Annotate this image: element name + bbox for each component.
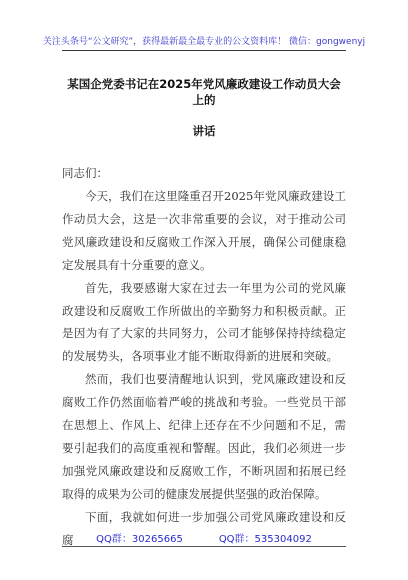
footer-divider: [62, 546, 346, 547]
document-body: [62, 185, 346, 552]
paragraph: 下面，我就如何进一步加强公司党风廉政建设和反腐: [62, 509, 346, 547]
header-divider: [62, 50, 346, 51]
salutation: 同志们：: [62, 166, 108, 180]
paragraph: 然而，我们也要清醒地认识到，党风廉政建设和反腐败工作仍然面临着严峻的挑战和考验。一些党员干部在思想上、作风上、纪律上还存在不少问题和不足，需要引起我们的高度重视和警醒。因此，我们必须进一步加强党风廉政建设和反腐败工作，不断巩固和拓展已经取得的成果为公司的健康发展提供坚强的政治保障。: [62, 372, 346, 501]
paragraph: 首先，我要感谢大家在过去一年里为公司的党风廉政建设和反腐败工作所做出的辛勤努力和积极贡献。正是因为有了大家的共同努力，公司才能够保持持续稳定的发展势头，各项事业才能不断取得新的进展和突破。: [62, 280, 346, 364]
document-title-line1: 某国企党委书记在2025年党风廉政建设工作动员大会上的: [67, 77, 341, 107]
paragraph: 今天，我们在这里隆重召开2025年党风廉政建设工作动员大会，这是一次非常重要的会议，对于推动公司党风廉政建设和反腐败工作深入开展，确保公司健康稳定发展具有十分重要的意义。: [62, 189, 346, 272]
page-footer: [0, 530, 408, 545]
footer-qq-group-1: QQ群：30265665: [96, 534, 183, 545]
footer-qq-group-2: QQ群：535304092: [218, 534, 312, 545]
page-header-promo: 关注头条号“公文研究”，获得最新最全最专业的公文资料库！ 微信：gongwenyj: [42, 37, 366, 47]
document-title-line2: 讲话: [192, 124, 216, 138]
